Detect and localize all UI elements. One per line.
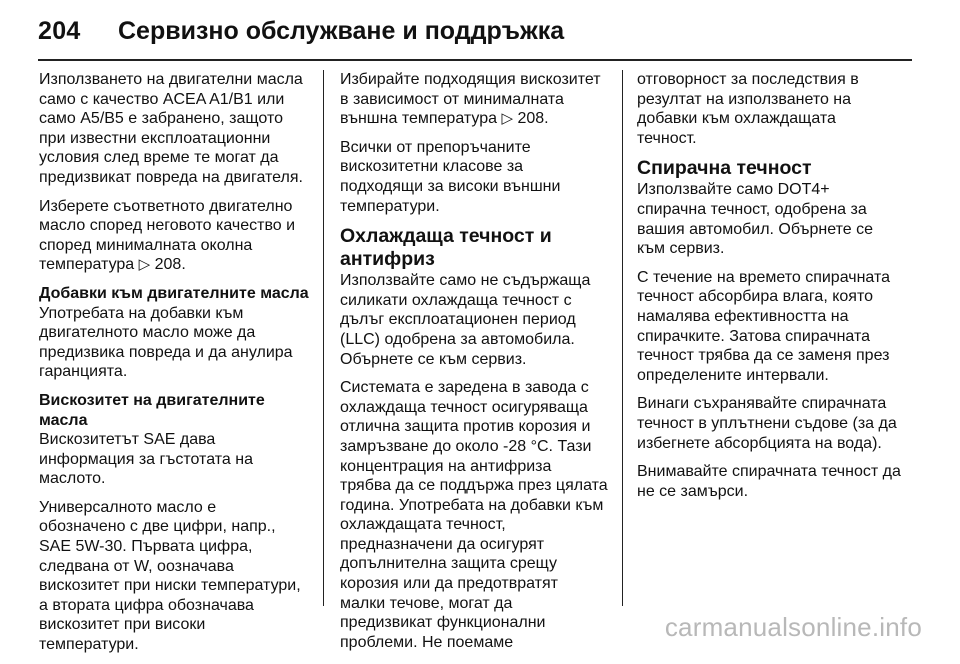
page-reference[interactable]: 208. — [154, 256, 186, 274]
paragraph: Винаги съхранявайте спирачната течност в уплътнени съдове (за да избегнете абсорбцията на вода). — [637, 395, 897, 452]
paragraph: Използването на двигателни масла само с качество ACEA A1/B1 или само A5/B5 е забранено, защото при известни експлоатационни условия след време те могат да предизвикат повреда на двигателя. — [39, 71, 303, 186]
paragraph: отговорност за последствия в резултат на използването на добавки към охлаждащата течност. — [637, 71, 859, 147]
page-number: 204 — [38, 17, 81, 45]
page-reference-icon[interactable]: ▷ — [138, 256, 151, 274]
column-divider — [323, 70, 324, 606]
section-heading: Спирачна течност — [637, 157, 812, 180]
paragraph: Всички от препоръчаните вискозитетни класове за подходящи за високи външни температури. — [340, 138, 561, 215]
section-heading: Охлаждаща течност и антифриз — [340, 225, 552, 271]
page-header — [0, 0, 960, 62]
paragraph: Избирайте подходящия вискозитет в зависимост от минималната външна температура ▷ 208. — [340, 71, 601, 128]
paragraph: С течение на времето спирачната течност абсорбира влага, която намалява ефективността на спирачките. Затова спирачната течност трябва да се заменя през определените интервали. — [637, 268, 891, 384]
page-title: Сервизно обслужване и поддръжка — [118, 17, 565, 45]
paragraph: Универсалното масло е обозначено с две цифри, напр., SAE 5W-30. Първата цифра, следвана от W, оозначава вискозитет при ниски температури, а втората цифра обозначава вискозитет при високи температури. — [39, 498, 301, 654]
watermark: carmanualsonline.info — [664, 612, 922, 642]
paragraph: Изберете съответното двигателно масло според неговото качество и според минималната околна температура ▷ 208. — [39, 197, 296, 274]
page-reference-icon[interactable]: ▷ — [501, 110, 513, 128]
column-divider — [622, 70, 623, 606]
paragraph: Внимавайте спирачната течност да не се замърси. — [637, 463, 901, 500]
subheading: Добавки към двигателните масла — [39, 284, 309, 302]
subheading: Вискозитет на двигателните масла — [39, 391, 265, 429]
column-2 — [340, 70, 610, 661]
paragraph: Използвайте само не съдържаща силикати охлаждаща течност с дълъг експлоатационен период (LLC) одобрена за автомобила. Обърнете се към сервиз. — [340, 272, 591, 368]
header-rule — [38, 59, 912, 61]
paragraph: Системата е заредена в завода с охлаждаща течност осигуряваща отлична защита против корозия и замръзване до около -28 °C. Тази концентрация на антифриза трябва да се поддържа през цялата година. Употребата на добавки към охлаждащата течност, предназначени да осигурят допълнителна защита срещу корозия или да предотвратят малки течове, могат да предизвикат функционални проблеми. Не поемаме — [340, 379, 608, 651]
paragraph: Употребата на добавки към двигателното масло може да предизвика повреда и да анулира гаранцията. — [39, 304, 293, 381]
column-3 — [637, 70, 915, 510]
paragraph: Вискозитетът SAE дава информация за гъстотата на маслото. — [39, 431, 253, 488]
column-1 — [39, 70, 313, 664]
page-reference[interactable]: 208. — [517, 110, 549, 128]
paragraph: Използвайте само DOT4+ спирачна течност, одобрена за вашия автомобил. Обърнете се към сервиз. — [637, 181, 873, 258]
